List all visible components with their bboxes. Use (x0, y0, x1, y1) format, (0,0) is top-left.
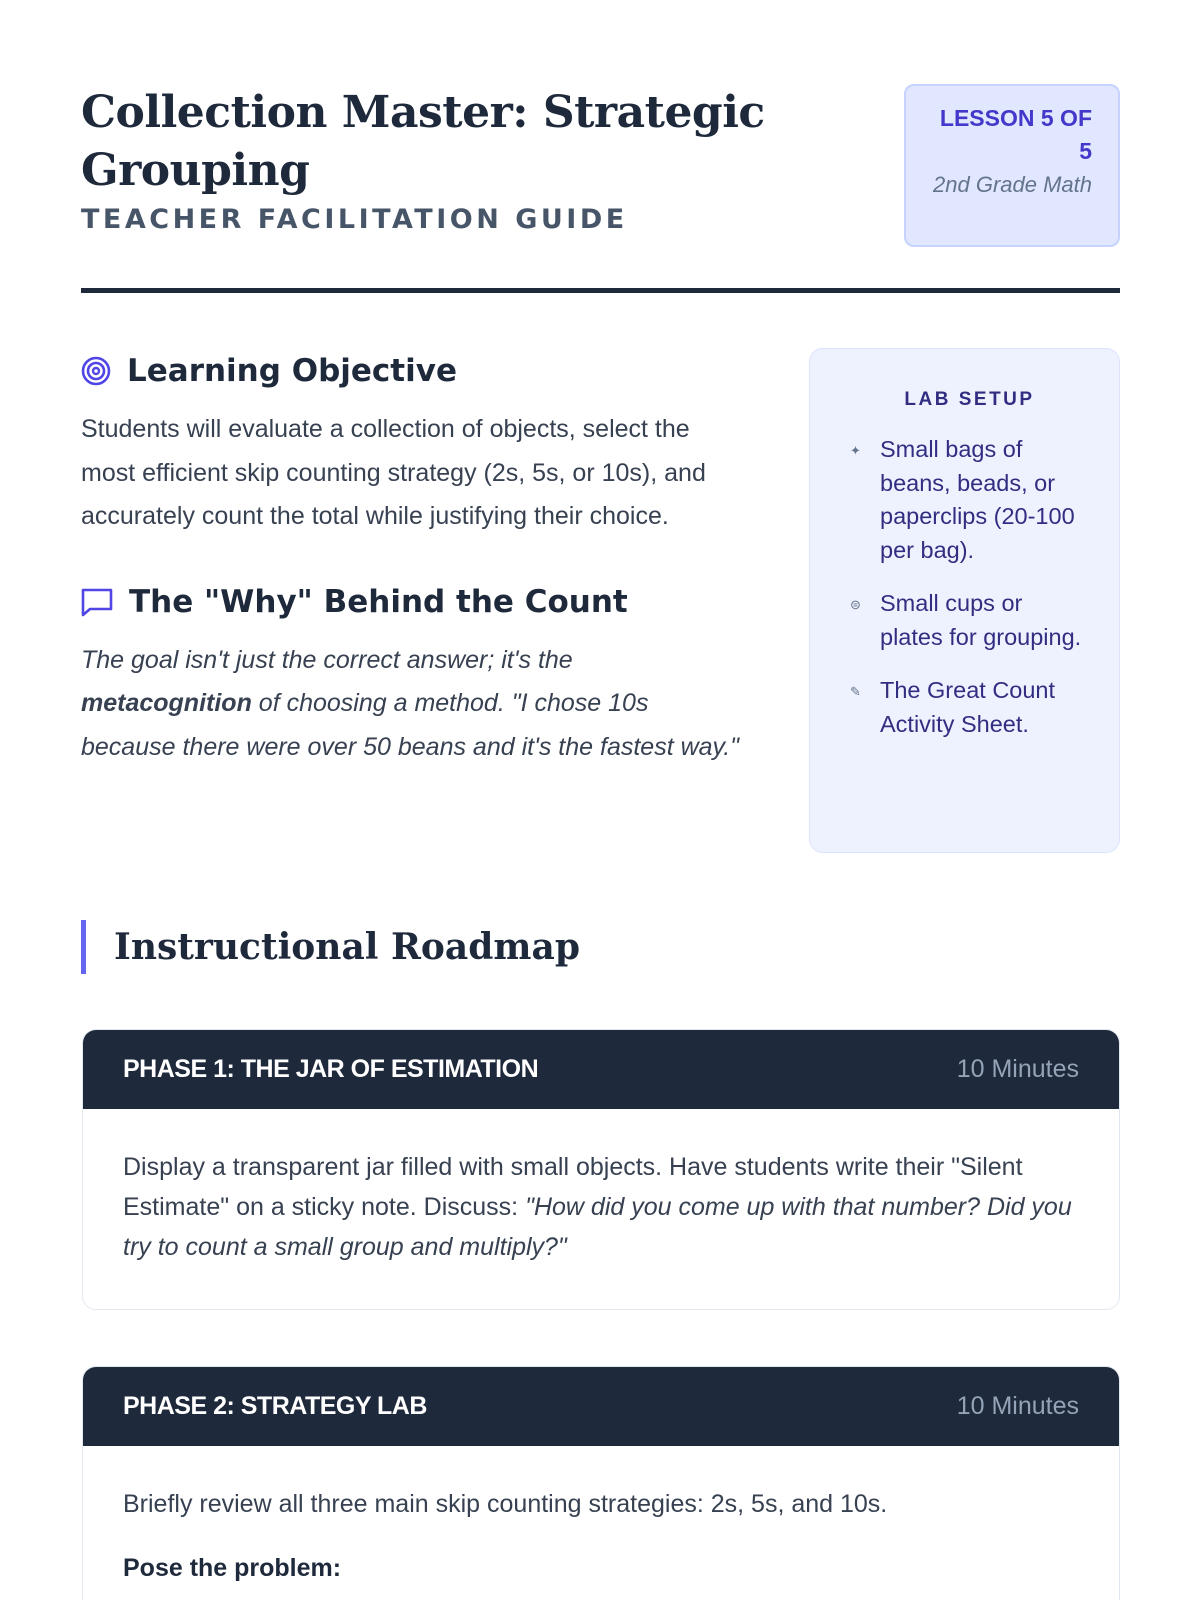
why-text-start: The goal isn't just the correct answer; it's the (81, 645, 573, 674)
why-heading (81, 579, 741, 625)
bean-icon: ✦ (850, 443, 861, 458)
list-item-text: Small cups or plates for grouping. (880, 590, 1082, 650)
cups-icon: ⊜ (850, 597, 861, 612)
page-subtitle: TEACHER FACILITATION GUIDE (81, 204, 628, 235)
phase-card-1 (82, 1029, 1120, 1310)
phase-pose-label: Pose the problem: (123, 1554, 342, 1582)
lesson-number: LESSON 5 OF 5 (939, 105, 1092, 164)
phase-duration: 10 Minutes (956, 1392, 1079, 1420)
target-icon (81, 356, 111, 386)
phase-title: PHASE 2: STRATEGY LAB (123, 1392, 427, 1420)
phase-header (83, 1367, 1119, 1446)
page-header (81, 84, 1120, 294)
list-item (850, 433, 1089, 567)
list-item-text: Small bags of beans, beads, or paperclips (20-100 per bag). (880, 436, 1075, 563)
objective-heading-text: Learning Objective (127, 353, 457, 389)
phase-title: PHASE 1: THE JAR OF ESTIMATION (123, 1055, 539, 1083)
objective-text: Students will evaluate a collection of objects, select the most efficient skip counting strategy (2s, 5s, or 10s), and accurately count the total while justifying their choice. (81, 415, 706, 530)
lab-setup-panel (809, 348, 1120, 853)
list-item-text: The Great Count Activity Sheet. (880, 677, 1056, 737)
lab-setup-list (850, 433, 1089, 741)
pencil-icon: ✎ (850, 684, 861, 699)
phase-quote: "How did you come up with that number? Did you try to count a small group and multiply?" (123, 1193, 1072, 1261)
why-text (81, 639, 741, 770)
why-emphasis: metacognition (81, 689, 252, 717)
lesson-badge (904, 84, 1120, 247)
phase-duration: 10 Minutes (956, 1055, 1079, 1083)
phase-card-2 (82, 1366, 1120, 1600)
phase-body (83, 1109, 1119, 1305)
lab-setup-heading: LAB SETUP (904, 389, 1035, 410)
why-heading-text: The "Why" Behind the Count (129, 583, 628, 620)
grade-label: 2nd Grade Math (933, 172, 1092, 197)
objective-section (81, 348, 741, 769)
phase-text: Display a transparent jar filled with small objects. Have students write their "Silent Estimate" on a sticky note. Discuss: (123, 1153, 1023, 1221)
page-title: Collection Master: Strategic Grouping (81, 87, 765, 196)
list-item (850, 587, 1089, 654)
roadmap-heading: Instructional Roadmap (81, 920, 580, 974)
phase-body (83, 1446, 1119, 1600)
header-divider (81, 288, 1120, 293)
objective-heading (81, 348, 741, 394)
list-item (850, 674, 1089, 741)
why-text-end: of choosing a method. "I chose 10s because there were over 50 beans and it's the fastest way." (81, 689, 740, 761)
chat-bubble-icon (81, 587, 113, 617)
phase-text: Briefly review all three main skip counting strategies: 2s, 5s, and 10s. (123, 1490, 888, 1518)
phase-header (83, 1030, 1119, 1109)
